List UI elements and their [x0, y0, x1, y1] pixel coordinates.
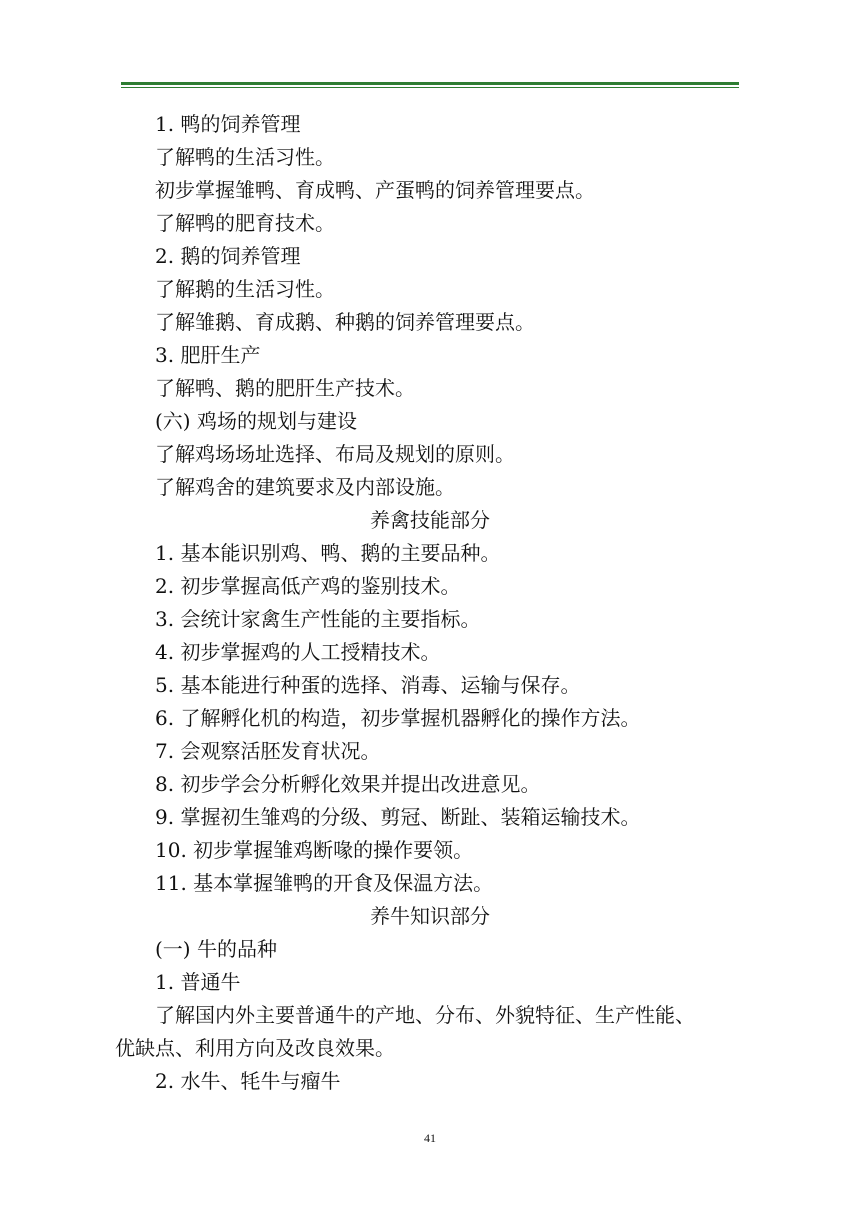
subsection-title: 1. 鸭的饲养管理 [155, 112, 301, 136]
list-item: 6. 了解孵化机的构造，初步掌握机器孵化的操作方法。 [155, 706, 641, 730]
paragraph: 了解鸡舍的建筑要求及内部设施。 [155, 475, 455, 499]
list-item: 7. 会观察活胚发育状况。 [155, 739, 381, 763]
paragraph: 了解鸭的生活习性。 [155, 145, 335, 169]
paragraph: 了解国内外主要普通牛的产地、分布、外貌特征、生产性能、 [155, 1003, 695, 1027]
list-item: 8. 初步学会分析孵化效果并提出改进意见。 [155, 772, 541, 796]
list-item: 11. 基本掌握雏鸭的开食及保温方法。 [155, 871, 494, 895]
paragraph: 初步掌握雏鸭、育成鸭、产蛋鸭的饲养管理要点。 [155, 178, 595, 202]
subsection-title: 2. 水牛、牦牛与瘤牛 [155, 1069, 341, 1093]
subsection-title: 3. 肥肝生产 [155, 343, 261, 367]
header-rule-thick [121, 82, 739, 85]
list-item: 4. 初步掌握鸡的人工授精技术。 [155, 640, 441, 664]
paragraph: 了解鸭、鹅的肥肝生产技术。 [155, 376, 415, 400]
page-number: 41 [424, 1131, 436, 1145]
paragraph-continuation: 优缺点、利用方向及改良效果。 [115, 1036, 395, 1060]
paragraph: 了解雏鹅、育成鹅、种鹅的饲养管理要点。 [155, 310, 535, 334]
list-item: 5. 基本能进行种蛋的选择、消毒、运输与保存。 [155, 673, 581, 697]
subsection-title: 2. 鹅的饲养管理 [155, 244, 301, 268]
part-heading: 养牛知识部分 [370, 904, 490, 928]
header-rule-thin [121, 87, 739, 88]
subsection-title: 1. 普通牛 [155, 970, 241, 994]
list-item: 3. 会统计家禽生产性能的主要指标。 [155, 607, 481, 631]
list-item: 1. 基本能识别鸡、鸭、鹅的主要品种。 [155, 541, 501, 565]
list-item: 10. 初步掌握雏鸡断喙的操作要领。 [155, 838, 474, 862]
part-heading: 养禽技能部分 [370, 508, 490, 532]
paragraph: 了解鸭的肥育技术。 [155, 211, 335, 235]
list-item: 9. 掌握初生雏鸡的分级、剪冠、断趾、装箱运输技术。 [155, 805, 641, 829]
section-title: (一) 牛的品种 [155, 937, 277, 961]
paragraph: 了解鸡场场址选择、布局及规划的原则。 [155, 442, 515, 466]
section-title: (六) 鸡场的规划与建设 [155, 409, 357, 433]
paragraph: 了解鹅的生活习性。 [155, 277, 335, 301]
list-item: 2. 初步掌握高低产鸡的鉴别技术。 [155, 574, 461, 598]
